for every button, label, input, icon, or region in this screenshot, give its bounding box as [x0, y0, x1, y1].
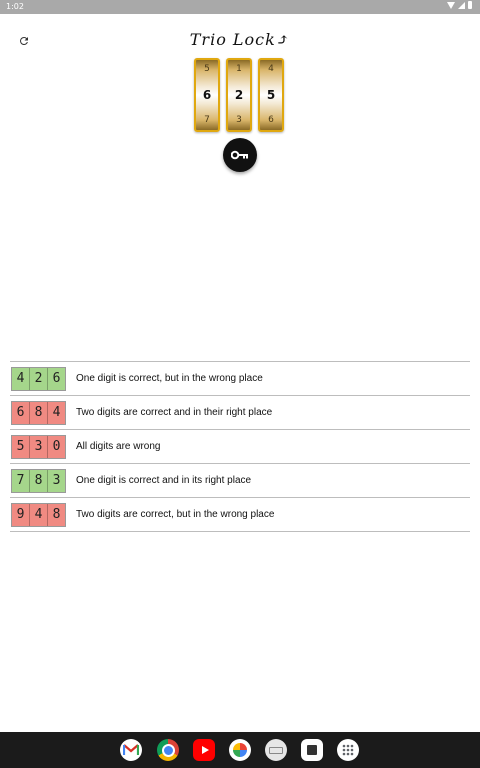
- clue-row: [10, 464, 470, 498]
- lock-wheel-1[interactable]: [194, 58, 220, 132]
- wifi-icon: [447, 2, 455, 9]
- clue-digit: 4: [48, 402, 65, 424]
- clue-list: [10, 361, 470, 532]
- clue-digit: 8: [48, 504, 65, 526]
- clue-digit: 5: [12, 436, 30, 458]
- clue-digits: [11, 367, 66, 391]
- clue-digit: 6: [48, 368, 65, 390]
- signal-icon: [458, 2, 465, 9]
- clue-text: One digit is correct and in its right place: [76, 475, 252, 486]
- status-time: 1:02: [6, 2, 24, 11]
- gmail-icon[interactable]: [120, 739, 142, 761]
- wheel-next-digit: 7: [204, 115, 210, 125]
- clue-text: All digits are wrong: [76, 441, 161, 452]
- key-icon: [231, 150, 249, 160]
- status-icons: [447, 1, 472, 9]
- clue-digit: 8: [30, 402, 48, 424]
- wheel-current-digit: 6: [202, 88, 212, 102]
- wheel-current-digit: 5: [266, 88, 276, 102]
- clue-text: Two digits are correct and in their right place: [76, 407, 273, 418]
- wheel-next-digit: 6: [268, 115, 274, 125]
- store-icon[interactable]: [301, 739, 323, 761]
- unlock-button[interactable]: [223, 138, 257, 172]
- photos-icon[interactable]: [229, 739, 251, 761]
- status-bar: [0, 0, 480, 14]
- lock-wheel-2[interactable]: [226, 58, 252, 132]
- wheel-prev-digit: 4: [268, 64, 274, 74]
- wheel-next-digit: 3: [236, 115, 242, 125]
- clue-digit: 2: [30, 368, 48, 390]
- clue-digit: 3: [30, 436, 48, 458]
- clue-row: [10, 498, 470, 532]
- page-title: Trio Lock⤴: [189, 30, 291, 49]
- app-drawer-icon[interactable]: [337, 739, 359, 761]
- clue-digit: 6: [12, 402, 30, 424]
- clue-digit: 7: [12, 470, 30, 492]
- clue-digits: [11, 435, 66, 459]
- clue-text: Two digits are correct, but in the wrong place: [76, 509, 275, 520]
- clue-row: [10, 396, 470, 430]
- clue-digits: [11, 503, 66, 527]
- app-dock: [0, 732, 480, 768]
- clue-text: One digit is correct, but in the wrong place: [76, 373, 263, 384]
- clue-row: [10, 362, 470, 396]
- clue-digit: 3: [48, 470, 65, 492]
- battery-icon: [468, 1, 472, 9]
- clue-row: [10, 430, 470, 464]
- clue-digit: 4: [30, 504, 48, 526]
- keyboard-app-icon[interactable]: [265, 739, 287, 761]
- wheel-prev-digit: 1: [236, 64, 242, 74]
- clue-digit: 4: [12, 368, 30, 390]
- wheel-current-digit: 2: [234, 88, 244, 102]
- clue-digit: 8: [30, 470, 48, 492]
- clue-digit: 9: [12, 504, 30, 526]
- clue-digits: [11, 469, 66, 493]
- youtube-icon[interactable]: [193, 739, 215, 761]
- clue-digit: 0: [48, 436, 65, 458]
- chrome-icon[interactable]: [157, 739, 179, 761]
- clue-digits: [11, 401, 66, 425]
- lock-wheel-3[interactable]: [258, 58, 284, 132]
- wheel-prev-digit: 5: [204, 64, 210, 74]
- lock: [194, 58, 284, 132]
